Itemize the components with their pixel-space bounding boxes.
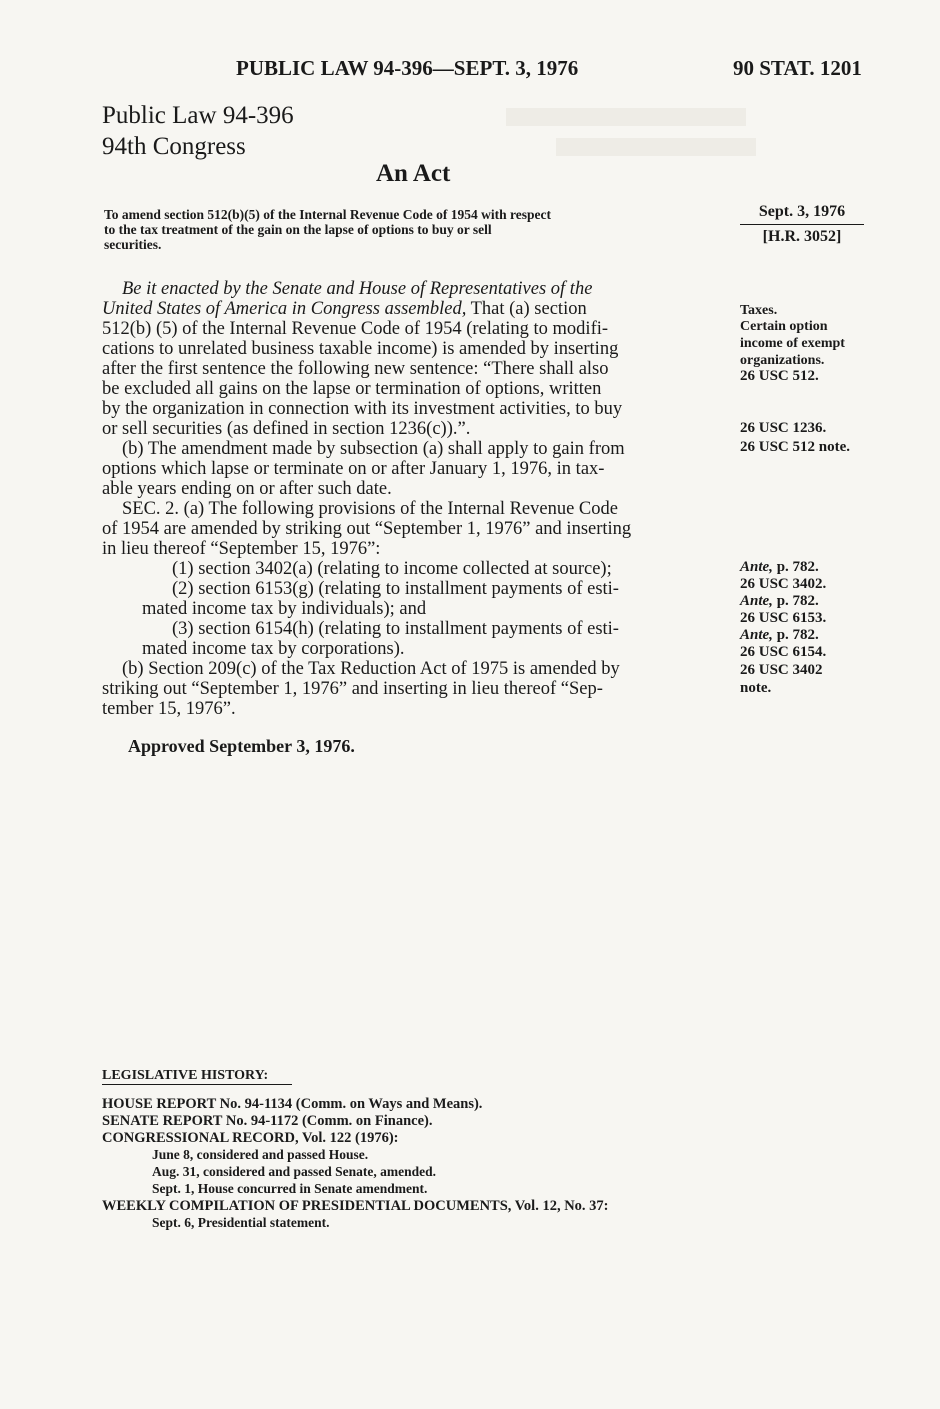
body-line: by the organization in connection with its investment activities, to buy [102,399,623,419]
bleed-through-shadow [506,100,756,160]
purpose-line: securities. [104,237,162,252]
margin-note [740,594,819,609]
margin-note: 26 USC 3402. [740,576,827,592]
law-number: Public Law 94-396 [102,102,294,129]
legislative-history-line: CONGRESSIONAL RECORD, Vol. 122 (1976): [102,1130,399,1146]
body-line: in lieu thereof “September 15, 1976”: [102,539,381,559]
legislative-history-rule [102,1084,292,1085]
legislative-history-line: Sept. 6, Presidential statement. [152,1215,330,1230]
margin-note: income of exempt [740,336,845,351]
margin-note [740,628,819,643]
body-line [102,300,587,320]
margin-note: 26 USC 512. [740,368,819,384]
margin-note: 26 USC 6153. [740,610,827,626]
body-line: (2) section 6153(g) (relating to installment payments of esti- [172,579,619,599]
body-line: mated income tax by corporations). [142,639,405,659]
bill-number: [H.R. 3052] [762,228,842,245]
congress-number: 94th Congress [102,133,246,160]
body-line: SEC. 2. (a) The following provisions of the Internal Revenue Code [122,499,618,519]
legislative-history-line: HOUSE REPORT No. 94-1134 (Comm. on Ways and Means). [102,1096,483,1112]
margin-note-text: p. 782. [772,593,819,609]
body-line: mated income tax by individuals); and [142,599,427,619]
body-line [122,280,592,300]
margin-note: 26 USC 1236. [740,420,827,436]
margin-note: Taxes. [740,303,778,318]
legislative-history-line: WEEKLY COMPILATION OF PRESIDENTIAL DOCUMENTS, Vol. 12, No. 37: [102,1198,609,1214]
margin-note-italic: Ante, [740,627,773,643]
body-line: or sell securities (as defined in section 1236(c)).”. [102,419,471,439]
legislative-history-line: June 8, considered and passed House. [152,1147,369,1162]
body-line: be excluded all gains on the lapse or termination of options, written [102,379,602,399]
body-text: That (a) section [466,299,587,319]
body-line: (3) section 6154(h) (relating to installment payments of esti- [172,619,619,639]
margin-note-italic: Ante, [740,559,773,575]
margin-note: Certain option [740,319,828,334]
legislative-history-line: SENATE REPORT No. 94-1172 (Comm. on Finance). [102,1113,433,1129]
enactment-date: Sept. 3, 1976 [758,203,846,220]
body-line: tember 15, 1976”. [102,699,236,719]
statute-reference: 90 STAT. 1201 [733,56,862,80]
margin-note: note. [740,680,772,696]
act-heading: An Act [376,160,451,187]
margin-note: organizations. [740,353,825,368]
approval-date: Approved September 3, 1976. [128,736,355,756]
purpose-line: to the tax treatment of the gain on the lapse of options to buy or sell [104,222,492,237]
enacting-clause-italic: United States of America in Congress assembled, [102,299,467,319]
body-line: striking out “September 1, 1976” and inserting in lieu thereof “Sep- [102,679,603,699]
margin-note: 26 USC 512 note. [740,439,851,455]
enacting-clause-italic: Be it enacted by the Senate and House of Representatives of the [122,279,593,299]
purpose-clause [104,207,724,252]
body-line: 512(b) (5) of the Internal Revenue Code of 1954 (relating to modifi- [102,319,609,339]
legislative-history-label: LEGISLATIVE HISTORY: [102,1068,269,1083]
margin-note-text: p. 782. [772,559,819,575]
body-line: cations to unrelated business taxable income) is amended by inserting [102,339,619,359]
legislative-history-line: Sept. 1, House concurred in Senate amendment. [152,1181,428,1196]
legislative-history-line: Aug. 31, considered and passed Senate, amended. [152,1164,437,1179]
purpose-line: To amend section 512(b)(5) of the Internal Revenue Code of 1954 with respect [104,207,551,222]
body-line: of 1954 are amended by striking out “September 1, 1976” and inserting [102,519,632,539]
running-header-title: PUBLIC LAW 94-396—SEPT. 3, 1976 [236,56,579,80]
body-line: options which lapse or terminate on or after January 1, 1976, in tax- [102,459,605,479]
date-rule [740,224,864,225]
body-line: after the first sentence the following new sentence: “There shall also [102,359,609,379]
body-line: (b) Section 209(c) of the Tax Reduction Act of 1975 is amended by [122,659,620,679]
margin-note-text: p. 782. [772,627,819,643]
margin-note: 26 USC 6154. [740,644,827,660]
margin-note [740,560,819,575]
body-line: able years ending on or after such date. [102,479,392,499]
margin-note-italic: Ante, [740,593,773,609]
body-line: (1) section 3402(a) (relating to income collected at source); [172,559,612,579]
body-line: (b) The amendment made by subsection (a) shall apply to gain from [122,439,625,459]
margin-note: 26 USC 3402 [740,662,823,678]
